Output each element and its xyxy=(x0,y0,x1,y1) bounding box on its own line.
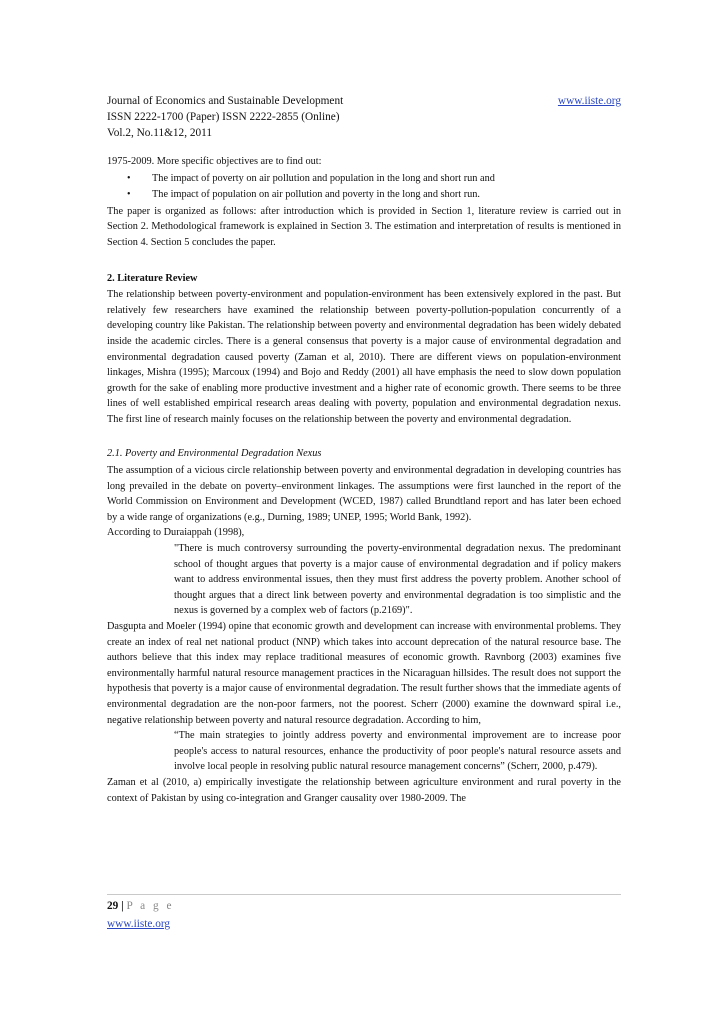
page-content xyxy=(107,93,621,806)
page-footer xyxy=(107,894,621,932)
journal-issn: ISSN 2222-1700 (Paper) ISSN 2222-2855 (Online) xyxy=(107,111,340,123)
bullet-icon: • xyxy=(127,172,131,184)
list-item xyxy=(107,171,621,187)
objective-text: The impact of population on air pollution and poverty in the long and short run. xyxy=(152,189,481,201)
header-url-link[interactable]: www.iiste.org xyxy=(557,95,621,107)
objective-text: The impact of poverty on air pollution and population in the long and short run and xyxy=(152,172,495,184)
according-line: According to Duraiappah (1998), xyxy=(107,527,245,539)
list-item xyxy=(107,187,621,203)
nexus-paragraph-1: The assumption of a vicious circle relationship between poverty and environmental degradation in developing countries has long prevailed in the debate on poverty–environment linkages. The assumptions were first launched in the report of the World Commission on Environment and Development (WCED, 1987) called Brundtland report and has later been echoed by a wide range of organizations (e.g., Durning, 1989; UNEP, 1995; World Bank, 1992). xyxy=(107,465,621,523)
journal-title: Journal of Economics and Sustainable Development xyxy=(107,95,344,107)
page-number-line xyxy=(107,899,621,914)
page-number: 29 xyxy=(107,900,119,912)
intro-paragraph: 1975-2009. More specific objectives are to find out: xyxy=(107,156,322,167)
section-heading: 2. Literature Review xyxy=(107,272,198,284)
footer-divider xyxy=(107,894,621,895)
page-separator: | xyxy=(121,900,124,912)
footer-site-link[interactable]: www.iiste.org xyxy=(107,918,171,930)
organization-paragraph: The paper is organized as follows: after introduction which is provided in Section 1, literature review is carried out in Section 2. Methodological framework is explained in Section 3. The estimation and interpretation of results is mentioned in Section 4. Section 5 concludes the paper. xyxy=(107,205,621,248)
bullet-icon: • xyxy=(127,189,131,201)
journal-volume: Vol.2, No.11&12, 2011 xyxy=(107,127,213,139)
page-word: P a g e xyxy=(126,900,174,912)
nexus-paragraph-3: Zaman et al (2010, a) empirically investigate the relationship between agriculture environment and rural poverty in the context of Pakistan by using co-integration and Granger causality over 1980-2009. The xyxy=(107,776,621,804)
literature-review-paragraph: The relationship between poverty-environment and population-environment has been extensively explored in the past. But relatively few researchers have examined the relationship between poverty-pollution-population concurrently of a developing country like Pakistan. The relationship between poverty and environmental degradation has been widely debated inside the academic circles. There is a general consensus that poverty is a major cause of environmental degradation and environmental degradation caused poverty (Zaman et al, 2010). There are different views on population-environment linkages, Mishra (1995); Marcoux (1994) and Bojo and Reddy (2001) all have emphasis the need to slow down population growth for the sake of enabling more productive investment and a higher rate of economic growth. There seems to be three lines of well established empirical research areas dealing with poverty, population and environmental degradation nexus. The first line of research mainly focuses on the relationship between the poverty and environmental degradation. xyxy=(107,289,621,425)
nexus-paragraph-2: Dasgupta and Moeler (1994) opine that economic growth and development can increase with environmental problems. They create an index of real net national product (NNP) which takes into account deprecation of the natural resource base. The authors believe that this index may replace traditional measures of economic growth. Ravnborg (2003) examines five environmentally harmful natural resource management practices in the Nicaraguan hillsides. The result does not support the hypothesis that poverty is a major cause of environmental degradation. The result further shows that the immediate agents of environmental degradation are the non-poor farmers, not the poorest. Scherr (2000) examine the downward spiral i.e., negative relationship between poverty and natural resource degradation. According to him, xyxy=(107,621,621,726)
objectives-list xyxy=(107,171,621,203)
journal-header xyxy=(107,93,621,141)
block-quote-2: “The main strategies to jointly address poverty and environmental improvement are to increase poor people's access to natural resources, enhance the productivity of poor people's natural resource assets and involve local people in resolving public natural resource management concerns” (Scherr, 2000, p.479). xyxy=(174,730,621,773)
subsection-heading: 2.1. Poverty and Environmental Degradation Nexus xyxy=(107,447,322,459)
block-quote-1: "There is much controversy surrounding the poverty-environmental degradation nexus. The predominant school of thought argues that poverty is a major cause of environmental degradation and if policy makers want to address environmental issues, then they must first address the poverty problem. Another school of thought argues that a direct link between poverty and environmental degradation is too simplistic and the nexus is governed by a complex web of factors (p.2169)". xyxy=(174,543,621,617)
